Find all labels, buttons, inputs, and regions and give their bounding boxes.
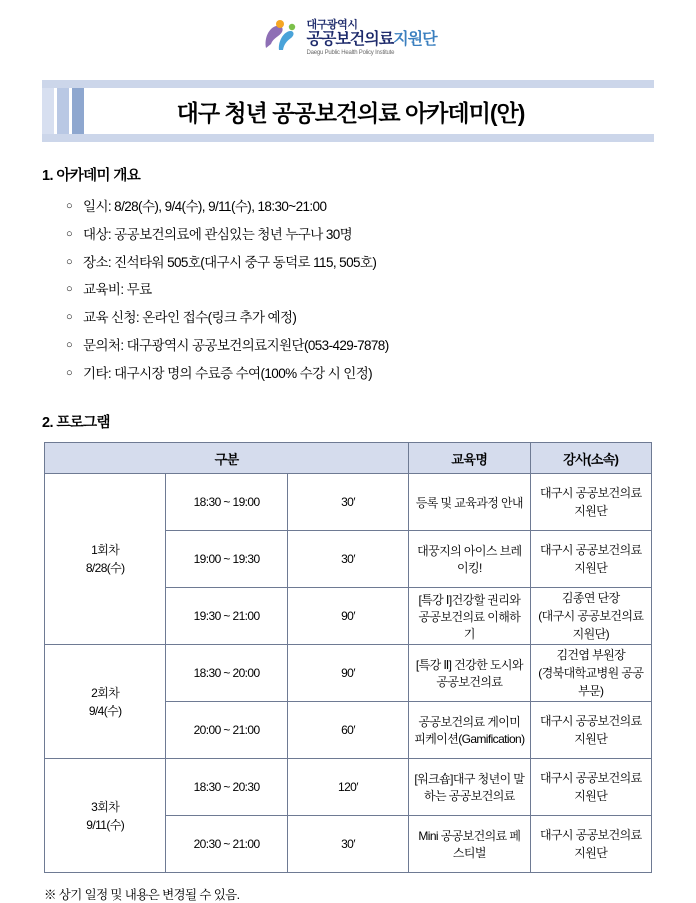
bullet-circle-icon: ○ <box>66 227 73 240</box>
title-band <box>40 80 656 142</box>
time-cell: 18:30 ~ 19:00 <box>166 474 287 531</box>
section-heading-program: 2. 프로그램 <box>42 415 110 432</box>
course-cell: Mini 공공보건의료 페스티벌 <box>409 816 530 873</box>
list-item <box>66 193 656 221</box>
duration-cell: 90′ <box>287 588 408 645</box>
column-header-division: 구분 <box>45 443 409 474</box>
duration-cell: 120′ <box>287 759 408 816</box>
bullet-circle-icon: ○ <box>66 200 73 212</box>
session-label-line1: 3회차 <box>91 799 120 814</box>
lecturer-cell <box>530 816 651 873</box>
duration-cell: 30′ <box>287 531 408 588</box>
organization-logo <box>259 18 436 58</box>
lecturer-line1: 대구시 공공보건의료지원단 <box>539 486 642 519</box>
page-title: 대구 청년 공공보건의료 아카데미(안) <box>176 99 525 126</box>
duration-cell: 30′ <box>287 474 408 531</box>
band-top-bar <box>42 80 654 88</box>
list-item <box>66 221 656 249</box>
bullet-circle-icon: ○ <box>66 311 73 323</box>
footnote: ※ 상기 일정 및 내용은 변경될 수 있음. <box>44 888 240 903</box>
list-item <box>66 276 656 304</box>
time-cell: 20:00 ~ 21:00 <box>166 702 287 759</box>
bullet-circle-icon: ○ <box>66 366 73 379</box>
table-header-row <box>45 443 652 474</box>
time-cell: 20:30 ~ 21:00 <box>166 816 287 873</box>
lecturer-cell <box>530 645 651 702</box>
session-label-line1: 2회차 <box>91 685 120 700</box>
list-item <box>66 360 656 388</box>
time-cell: 18:30 ~ 20:00 <box>166 645 287 702</box>
bullet-circle-icon: ○ <box>66 283 73 296</box>
bullet-circle-icon: ○ <box>66 338 73 351</box>
section-heading-overview: 1. 아카데미 개요 <box>42 168 141 184</box>
program-table <box>44 442 652 873</box>
band-middle <box>42 88 654 134</box>
logo-symbol-icon <box>259 18 299 58</box>
time-cell: 19:00 ~ 19:30 <box>166 531 287 588</box>
logo-text <box>306 20 436 56</box>
session-label-line2: 8/28(수) <box>85 561 125 576</box>
logo-line-english: Daegu Public Health Policy Institute <box>306 49 395 56</box>
lecturer-line1: 대구시 공공보건의료지원단 <box>539 771 642 804</box>
band-bottom-bar <box>42 134 654 142</box>
list-item <box>66 249 656 277</box>
logo-header <box>40 0 656 64</box>
lecturer-cell <box>530 531 651 588</box>
session-label-line1: 1회차 <box>91 543 120 558</box>
list-item-label: 장소: 진석타워 505호(대구시 중구 동덕로 115, 505호) <box>83 254 377 270</box>
logo-name-main: 공공보건의료 <box>306 30 394 48</box>
duration-cell: 90′ <box>287 645 408 702</box>
lecturer-line1: 김건엽 부원장 <box>556 648 626 663</box>
course-cell: 공공보건의료 게이미피케이션(Gamification) <box>409 702 530 759</box>
duration-cell: 30′ <box>287 816 408 873</box>
bullet-circle-icon: ○ <box>66 255 73 268</box>
list-item-label: 기타: 대구시장 명의 수료증 수여(100% 수강 시 인정) <box>83 365 373 381</box>
time-cell: 18:30 ~ 20:30 <box>166 759 287 816</box>
band-block-light <box>42 88 54 134</box>
session-cell <box>45 645 166 759</box>
session-cell <box>45 759 166 873</box>
session-label-line2: 9/11(수) <box>86 817 125 832</box>
lecturer-line1: 대구시 공공보건의료지원단 <box>539 714 642 747</box>
logo-line-name <box>306 32 436 49</box>
course-cell: 대꿍지의 아이스 브레이킹! <box>409 531 530 588</box>
table-body <box>45 474 652 873</box>
time-cell: 19:30 ~ 21:00 <box>166 588 287 645</box>
course-cell: [특강 Ⅱ] 건강한 도시와 공공보건의료 <box>409 645 530 702</box>
lecturer-cell <box>530 759 651 816</box>
lecturer-cell <box>530 474 651 531</box>
lecturer-line1: 김종연 단장 <box>561 591 620 606</box>
list-item <box>66 304 656 332</box>
course-cell: [워크숍]대구 청년이 말하는 공공보건의료 <box>409 759 530 816</box>
course-cell: 등록 및 교육과정 안내 <box>409 474 530 531</box>
table-row <box>45 474 652 531</box>
session-label-line2: 9/4(수) <box>88 703 122 718</box>
list-item-label: 대상: 공공보건의료에 관심있는 청년 누구나 30명 <box>83 226 353 242</box>
lecturer-cell <box>530 588 651 645</box>
table-row <box>45 645 652 702</box>
lecturer-line1: 대구시 공공보건의료지원단 <box>539 828 642 861</box>
list-item-label: 교육 신청: 온라인 접수(링크 추가 예정) <box>83 310 297 325</box>
table-head <box>45 443 652 474</box>
column-header-course: 교육명 <box>409 443 530 474</box>
list-item-label: 문의처: 대구광역시 공공보건의료지원단(053-429-7878) <box>83 337 389 353</box>
course-cell: [특강 Ⅰ]건강할 권리와 공공보건의료 이해하기 <box>409 588 530 645</box>
session-cell <box>45 474 166 645</box>
list-item-label: 일시: 8/28(수), 9/4(수), 9/11(수), 18:30~21:00 <box>83 199 327 214</box>
lecturer-cell <box>530 702 651 759</box>
table-row <box>45 759 652 816</box>
column-header-lecturer: 강사(소속) <box>530 443 651 474</box>
logo-line-city: 대구광역시 <box>306 19 358 32</box>
band-block-mid <box>57 88 69 134</box>
band-block-dark <box>72 88 84 134</box>
lecturer-line1: 대구시 공공보건의료지원단 <box>539 543 642 576</box>
list-item-label: 교육비: 무료 <box>83 282 152 298</box>
lecturer-line2: (대구시 공공보건의료지원단) <box>538 609 644 642</box>
duration-cell: 60′ <box>287 702 408 759</box>
list-item <box>66 332 656 360</box>
logo-name-accent: 지원단 <box>393 30 437 48</box>
overview-list <box>40 193 656 387</box>
lecturer-line2: (경북대학교병원 공공부문) <box>538 666 644 699</box>
